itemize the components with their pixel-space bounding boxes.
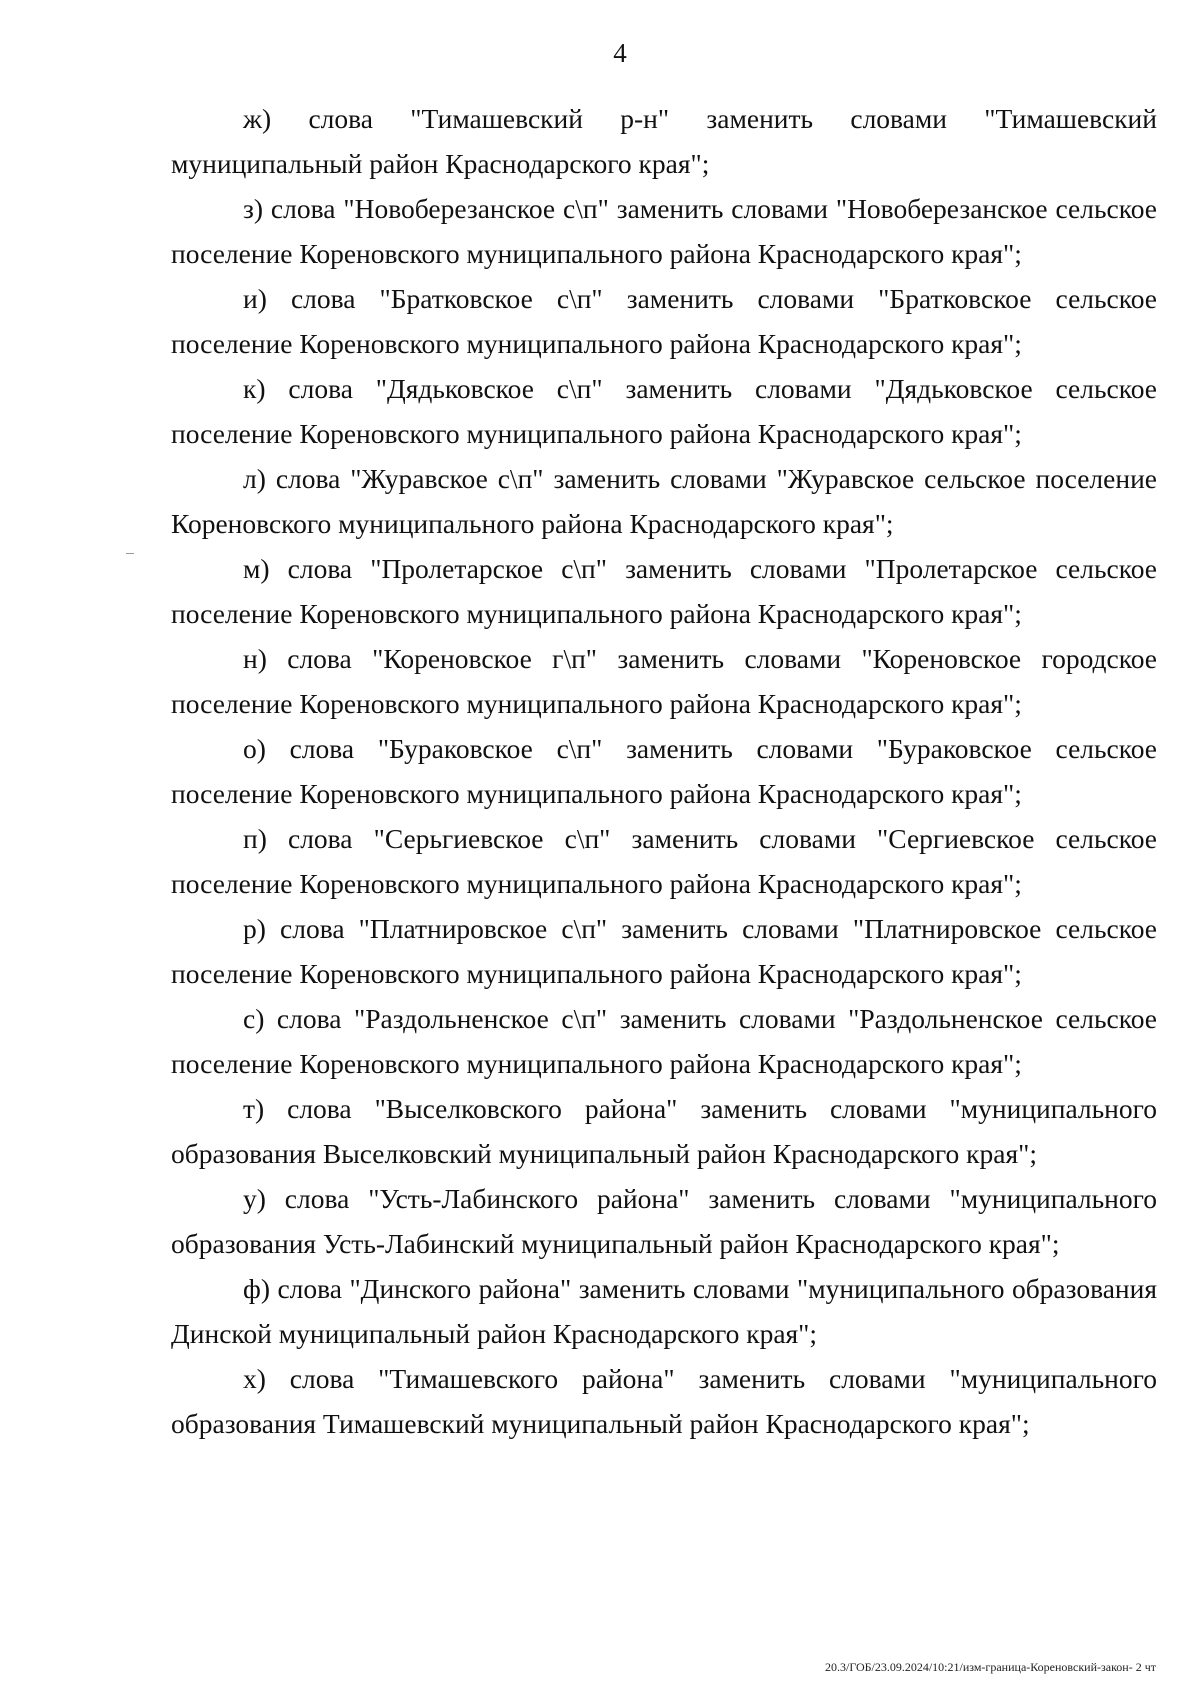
amendment-paragraph-i: и) слова "Братковское с\п" заменить словами "Братковское сельское поселение Кореновского муниципального района Краснодарского края"; [171,283,1157,359]
amendment-paragraph-f: ф) слова "Динского района" заменить словами "муниципального образования Динской муниципальный район Краснодарского края"; [171,1273,1157,1349]
amendment-paragraph-u: у) слова "Усть-Лабинского района" заменить словами "муниципального образования Усть-Лабинский муниципальный район Краснодарского края"; [171,1183,1157,1259]
amendment-paragraph-m: м) слова "Пролетарское с\п" заменить словами "Пролетарское сельское поселение Кореновского муниципального района Краснодарского края"; [171,553,1157,629]
document-footer-code: 20.3/ГОБ/23.09.2024/10:21/изм-граница-Кореновский-закон- 2 чт [824,1660,1156,1674]
document-body [171,96,1157,1446]
amendment-paragraph-t: т) слова "Выселковского района" заменить словами "муниципального образования Выселковский муниципальный район Краснодарского края"; [171,1093,1157,1169]
amendment-paragraph-l: л) слова "Журавское с\п" заменить словами "Журавское сельское поселение Кореновского муниципального района Краснодарского края"; [171,463,1157,539]
amendment-paragraph-p: п) слова "Серьгиевское с\п" заменить словами "Сергиевское сельское поселение Кореновского муниципального района Краснодарского края"; [171,823,1157,899]
page-number: 4 [613,38,627,68]
amendment-paragraph-k: к) слова "Дядьковское с\п" заменить словами "Дядьковское сельское поселение Кореновского муниципального района Краснодарского края"; [171,373,1157,449]
amendment-paragraph-r: р) слова "Платнировское с\п" заменить словами "Платнировское сельское поселение Кореновского муниципального района Краснодарского края"; [171,913,1157,989]
amendment-paragraph-s: с) слова "Раздольненское с\п" заменить словами "Раздольненское сельское поселение Кореновского муниципального района Краснодарского края"; [171,1003,1157,1079]
margin-mark [126,553,134,554]
amendment-paragraph-kh: х) слова "Тимашевского района" заменить словами "муниципального образования Тимашевский муниципальный район Краснодарского края"; [171,1363,1157,1439]
amendment-paragraph-z: з) слова "Новоберезанское с\п" заменить словами "Новоберезанское сельское поселение Кореновского муниципального района Краснодарского края"; [171,193,1157,269]
amendment-paragraph-zh: ж) слова "Тимашевский р-н" заменить словами "Тимашевский муниципальный район Краснодарского края"; [171,103,1157,179]
amendment-paragraph-n: н) слова "Кореновское г\п" заменить словами "Кореновское городское поселение Кореновского муниципального района Краснодарского края"; [171,643,1157,719]
amendment-paragraph-o: о) слова "Бураковское с\п" заменить словами "Бураковское сельское поселение Кореновского муниципального района Краснодарского края"; [171,733,1157,809]
